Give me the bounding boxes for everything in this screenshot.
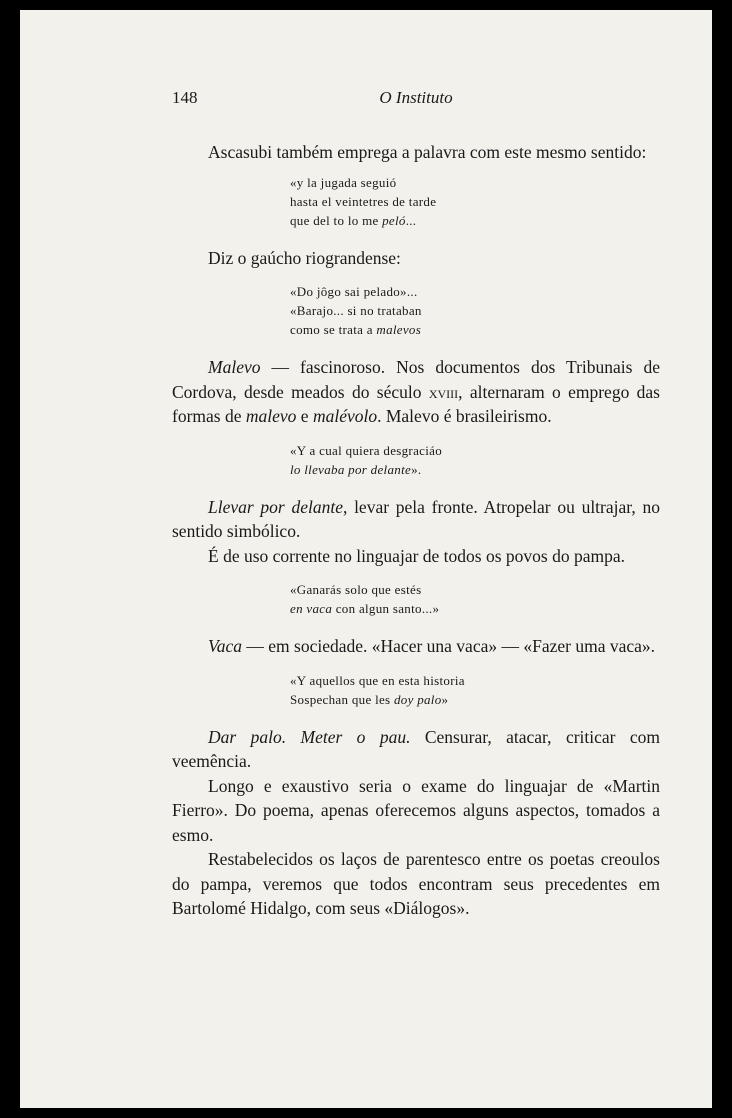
verse-1-italic: peló xyxy=(382,212,406,228)
verse-5 xyxy=(172,671,660,709)
verse-4-line-1: «Ganarás solo que estés xyxy=(290,582,422,597)
text-body xyxy=(172,140,660,921)
term-malevo: Malevo xyxy=(208,357,261,377)
paragraph-8: Longo e exaustivo seria o exame do linguajar de «Martin Fierro». Do poema, apenas oferecemos alguns aspectos, tomados a esmo. xyxy=(172,775,660,845)
verse-1-line-3: que del to lo me peló... xyxy=(290,212,417,228)
verse-3-line-2: lo llevaba por delante». xyxy=(290,461,422,477)
verse-1-line-2: hasta el veintetres de tarde xyxy=(290,193,437,209)
paragraph-4: Llevar por delante, levar pela fronte. Atropelar ou ultrajar, no sentido simbólico. xyxy=(172,496,660,541)
paragraph-2: Diz o gaúcho riograndense: xyxy=(208,247,401,268)
verse-1-line-1: «y la jugada seguió xyxy=(290,174,397,190)
verse-1 xyxy=(172,173,660,230)
term-vaca: Vaca xyxy=(208,636,243,656)
paragraph-1: Ascasubi também emprega a palavra com este mesmo sentido: xyxy=(208,142,647,162)
verse-4-line-2: en vaca con algun santo...» xyxy=(290,601,440,616)
paragraph-7: Dar palo. Meter o pau. Censurar, atacar, criticar com veemência. xyxy=(172,726,661,771)
paragraph-6: Vaca — em sociedade. «Hacer una vaca» — «Fazer uma vaca». xyxy=(208,636,656,656)
page xyxy=(20,10,712,1108)
verse-4 xyxy=(172,580,660,618)
term-llevar: Llevar por delante xyxy=(208,496,343,517)
verse-2-line-2: «Barajo... si no trataban xyxy=(290,303,422,318)
verse-2 xyxy=(172,282,660,339)
century-numeral: xviii xyxy=(428,381,459,402)
paragraph-3: Malevo — fascinoroso. Nos documentos dos Tribunais de Cordova, desde meados do século xviii, alternaram o emprego das formas de malevo e malévolo. Malevo é brasileirismo. xyxy=(172,357,660,426)
verse-2-line-1: «Do jôgo sai pelado»... xyxy=(290,284,418,299)
verse-5-line-1: «Y aquellos que en esta historia xyxy=(290,672,465,688)
verse-2-line-3: como se trata a malevos xyxy=(290,322,422,337)
paragraph-9: Restabelecidos os laços de parentesco entre os poetas creoulos do pampa, veremos que todos encontram seus precedentes em Bartolomé Hidalgo, com seus «Diálogos». xyxy=(172,849,660,918)
paragraph-5: É de uso corrente no linguajar de todos os povos do pampa. xyxy=(208,545,625,566)
running-title: O Instituto xyxy=(379,88,453,107)
running-header xyxy=(172,88,660,112)
verse-3 xyxy=(172,441,660,479)
page-number: 148 xyxy=(172,88,198,107)
verse-3-line-1: «Y a cual quiera desgraciáo xyxy=(290,442,442,458)
verse-2-italic: malevos xyxy=(376,322,422,337)
verse-5-line-2: Sospechan que les doy palo» xyxy=(290,691,449,707)
